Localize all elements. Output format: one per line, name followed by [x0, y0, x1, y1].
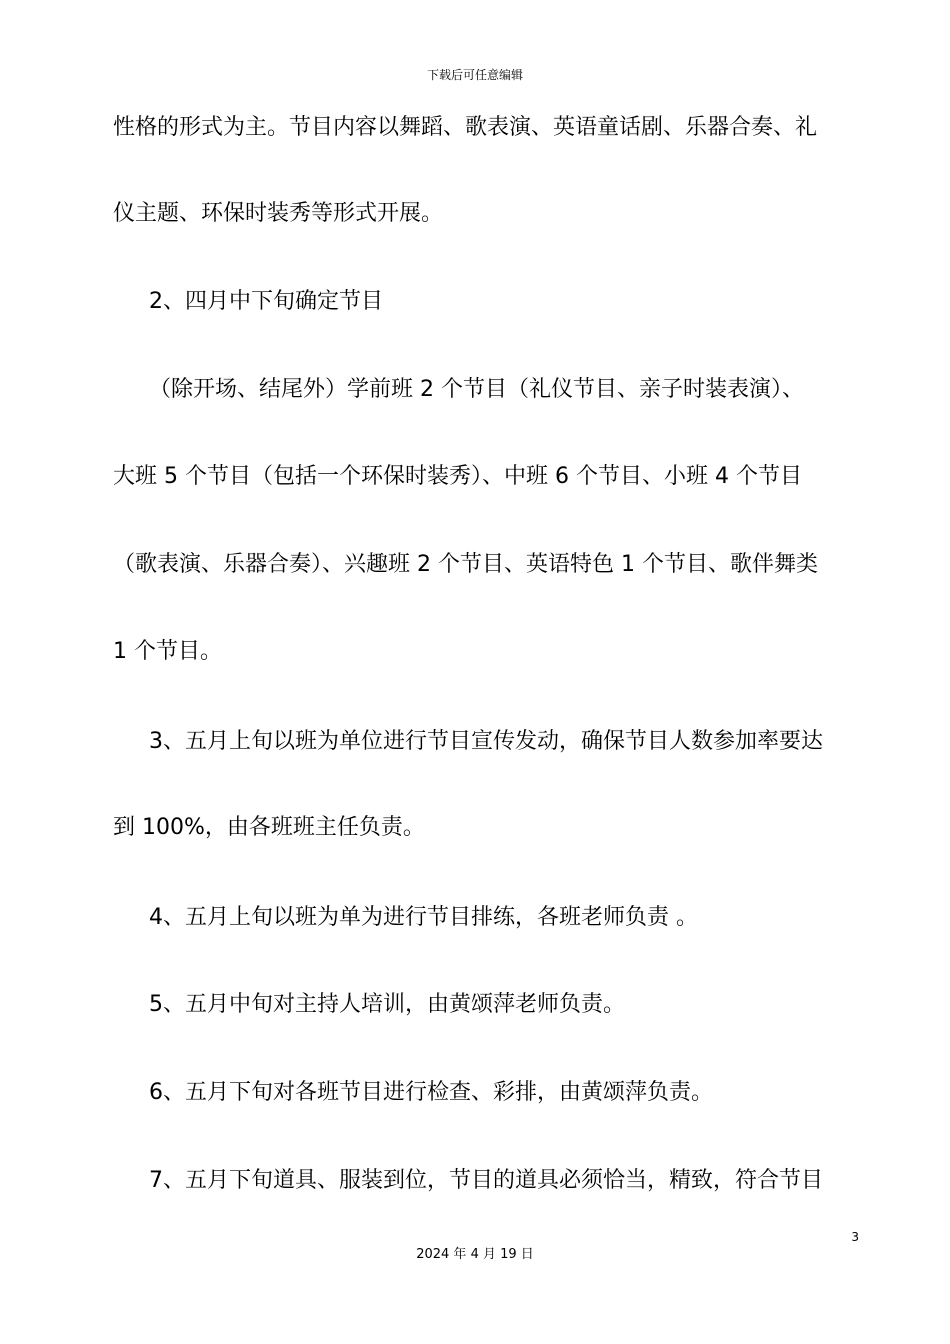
body-line-11: 5、五月中旬对主持人培训，由黄颂萍老师负责。	[149, 992, 625, 1017]
body-line-1: 性格的形式为主。节目内容以舞蹈、歌表演、英语童话剧、乐器合奏、礼	[113, 115, 818, 140]
page-header: 下载后可任意编辑	[426, 68, 523, 82]
body-line-3: 2、四月中下旬确定节目	[149, 289, 383, 314]
footer-date: 2024 年 4 月 19 日	[416, 1247, 534, 1262]
body-line-5: 大班 5 个节目（包括一个环保时装秀）、中班 6 个节目、小班 4 个节目	[113, 464, 802, 489]
body-line-7: 1 个节目。	[113, 639, 222, 664]
page-number: 3	[851, 1230, 859, 1244]
body-line-2: 仪主题、环保时装秀等形式开展。	[113, 201, 444, 226]
body-line-12: 6、五月下旬对各班节目进行检查、彩排，由黄颂萍负责。	[149, 1080, 713, 1105]
body-line-9: 到 100%，由各班班主任负责。	[113, 815, 425, 840]
body-line-4: （除开场、结尾外）学前班 2 个节目（礼仪节目、亲子时装表演）、	[149, 377, 804, 402]
body-line-10: 4、五月上旬以班为单为进行节目排练，各班老师负责 。	[149, 905, 698, 930]
body-line-6: （歌表演、乐器合奏）、兴趣班 2 个节目、英语特色 1 个节目、歌伴舞类	[113, 552, 818, 577]
body-line-8: 3、五月上旬以班为单位进行节目宣传发动，确保节目人数参加率要达	[149, 729, 823, 754]
body-line-13: 7、五月下旬道具、服装到位，节目的道具必须恰当，精致，符合节目	[149, 1168, 823, 1193]
